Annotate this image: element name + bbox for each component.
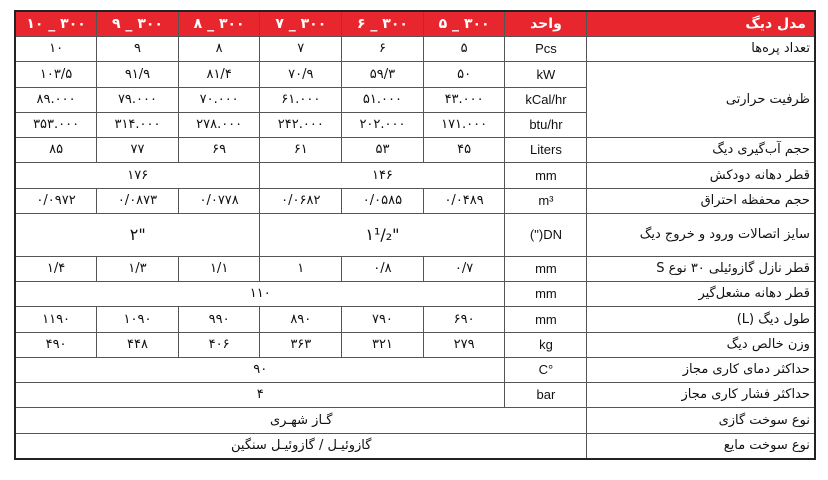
cell-value: ۹ <box>97 37 179 62</box>
cell-value: ۰/۰۵۸۵ <box>342 188 424 213</box>
row-label: قطر دهانه مشعل‌گیر <box>587 282 815 307</box>
cell-value: ۷ <box>260 37 342 62</box>
cell-value: ۴۵ <box>423 138 505 163</box>
cell-value-merged: ۱۷۶ <box>15 163 260 188</box>
header-model: ۳۰۰ _ ۷ <box>260 11 342 37</box>
header-model: ۳۰۰ _ ۹ <box>97 11 179 37</box>
row-unit: mm <box>505 257 587 282</box>
row-unit: kg <box>505 332 587 357</box>
row-label: سایز اتصالات ورود و خروج دیگ <box>587 213 815 256</box>
row-unit: DN(") <box>505 213 587 256</box>
cell-value: ۵۱.۰۰۰ <box>342 87 424 112</box>
row-unit: m³ <box>505 188 587 213</box>
cell-value: ۱/۱ <box>178 257 260 282</box>
cell-value: ۱/۳ <box>97 257 179 282</box>
row-label: ظرفیت حرارتی <box>587 62 815 138</box>
cell-value: ۲۰۲.۰۰۰ <box>342 112 424 137</box>
header-row <box>15 11 815 37</box>
cell-value: ۴۳.۰۰۰ <box>423 87 505 112</box>
row-combustion-volume <box>15 188 815 213</box>
row-unit: mm <box>505 282 587 307</box>
row-label: نوع سوخت مایع <box>587 433 815 459</box>
cell-value: ۲۷۹ <box>423 332 505 357</box>
row-unit: mm <box>505 307 587 332</box>
cell-value: ۰/۰۹۷۲ <box>15 188 97 213</box>
header-model: ۳۰۰ _ ۵ <box>423 11 505 37</box>
cell-value: ۴۴۸ <box>97 332 179 357</box>
cell-value: ۰/۷ <box>423 257 505 282</box>
cell-value: ۰/۰۴۸۹ <box>423 188 505 213</box>
cell-value: ۴۹۰ <box>15 332 97 357</box>
cell-value: ۸۱/۴ <box>178 62 260 87</box>
cell-value: ۰/۰۶۸۲ <box>260 188 342 213</box>
cell-value: ۷۹۰ <box>342 307 424 332</box>
row-liquid-fuel <box>15 433 815 459</box>
row-unit: kW <box>505 62 587 87</box>
row-unit: Pcs <box>505 37 587 62</box>
row-water-volume <box>15 138 815 163</box>
row-label: قطر نازل گازوئیلی ۳۰ نوع S <box>587 257 815 282</box>
cell-value: ۳۲۱ <box>342 332 424 357</box>
cell-value: ۲۷۸.۰۰۰ <box>178 112 260 137</box>
cell-value-wide: گـاز شهـری <box>15 408 587 433</box>
cell-value: ۹۹۰ <box>178 307 260 332</box>
cell-value-merged: ۹۰ <box>15 357 505 382</box>
header-model-label: مدل دیگ <box>587 11 815 37</box>
row-label: تعداد پره‌ها <box>587 37 815 62</box>
row-unit: bar <box>505 383 587 408</box>
cell-value: ۶۹ <box>178 138 260 163</box>
cell-value: ۱۱۹۰ <box>15 307 97 332</box>
cell-value: ۳۶۳ <box>260 332 342 357</box>
cell-value: ۶۱.۰۰۰ <box>260 87 342 112</box>
cell-value: ۱۰۹۰ <box>97 307 179 332</box>
cell-value-merged: "۱¹/₂ <box>260 213 505 256</box>
header-model: ۳۰۰ _ ۸ <box>178 11 260 37</box>
cell-value: ۰/۸ <box>342 257 424 282</box>
cell-value: ۷۷ <box>97 138 179 163</box>
cell-value: ۷۰.۰۰۰ <box>178 87 260 112</box>
row-net-weight <box>15 332 815 357</box>
cell-value: ۲۴۲.۰۰۰ <box>260 112 342 137</box>
row-unit: kCal/hr <box>505 87 587 112</box>
cell-value: ۷۰/۹ <box>260 62 342 87</box>
row-connections <box>15 213 815 256</box>
row-unit: °C <box>505 357 587 382</box>
row-nozzle <box>15 257 815 282</box>
cell-value: ۳۱۴.۰۰۰ <box>97 112 179 137</box>
cell-value: ۸۵ <box>15 138 97 163</box>
header-unit-label: واحد <box>505 11 587 37</box>
cell-value-merged: ۴ <box>15 383 505 408</box>
row-unit: Liters <box>505 138 587 163</box>
row-label: وزن خالص دیگ <box>587 332 815 357</box>
row-unit: mm <box>505 163 587 188</box>
cell-value: ۱۰۳/۵ <box>15 62 97 87</box>
cell-value: ۵۳ <box>342 138 424 163</box>
cell-value: ۵ <box>423 37 505 62</box>
cell-value: ۴۰۶ <box>178 332 260 357</box>
cell-value: ۵۰ <box>423 62 505 87</box>
cell-value-wide: گازوئیـل / گازوئیـل سنگین <box>15 433 587 459</box>
row-flue-diameter <box>15 163 815 188</box>
cell-value: ۰/۰۸۷۳ <box>97 188 179 213</box>
cell-value: ۷۹.۰۰۰ <box>97 87 179 112</box>
header-model: ۳۰۰ _ ۱۰ <box>15 11 97 37</box>
cell-value: ۱ <box>260 257 342 282</box>
cell-value: ۱۰ <box>15 37 97 62</box>
row-gas-fuel <box>15 408 815 433</box>
cell-value: ۸۹۰ <box>260 307 342 332</box>
cell-value: ۸ <box>178 37 260 62</box>
row-sections <box>15 37 815 62</box>
cell-value: ۳۵۳.۰۰۰ <box>15 112 97 137</box>
cell-value: ۱۷۱.۰۰۰ <box>423 112 505 137</box>
row-label: حداکثر فشار کاری مجاز <box>587 383 815 408</box>
cell-value: ۵۹/۳ <box>342 62 424 87</box>
cell-value: ۶۱ <box>260 138 342 163</box>
row-length <box>15 307 815 332</box>
cell-value: ۹۱/۹ <box>97 62 179 87</box>
cell-value: ۶ <box>342 37 424 62</box>
cell-value-merged: ۱۱۰ <box>15 282 505 307</box>
row-capacity-kw <box>15 62 815 87</box>
row-label: قطر دهانه دودکش <box>587 163 815 188</box>
row-label: طول دیگ (L) <box>587 307 815 332</box>
row-burner-opening <box>15 282 815 307</box>
cell-value: ۱/۴ <box>15 257 97 282</box>
cell-value-merged: "۲ <box>15 213 260 256</box>
row-label: نوع سوخت گازی <box>587 408 815 433</box>
row-label: حداکثر دمای کاری مجاز <box>587 357 815 382</box>
cell-value: ۸۹.۰۰۰ <box>15 87 97 112</box>
cell-value: ۶۹۰ <box>423 307 505 332</box>
cell-value-merged: ۱۴۶ <box>260 163 505 188</box>
row-max-pressure <box>15 383 815 408</box>
row-max-temp <box>15 357 815 382</box>
cell-value: ۰/۰۷۷۸ <box>178 188 260 213</box>
header-model: ۳۰۰ _ ۶ <box>342 11 424 37</box>
row-label: حجم محفظه احتراق <box>587 188 815 213</box>
row-unit: btu/hr <box>505 112 587 137</box>
boiler-spec-table <box>14 10 816 460</box>
row-label: حجم آب‌گیری دیگ <box>587 138 815 163</box>
